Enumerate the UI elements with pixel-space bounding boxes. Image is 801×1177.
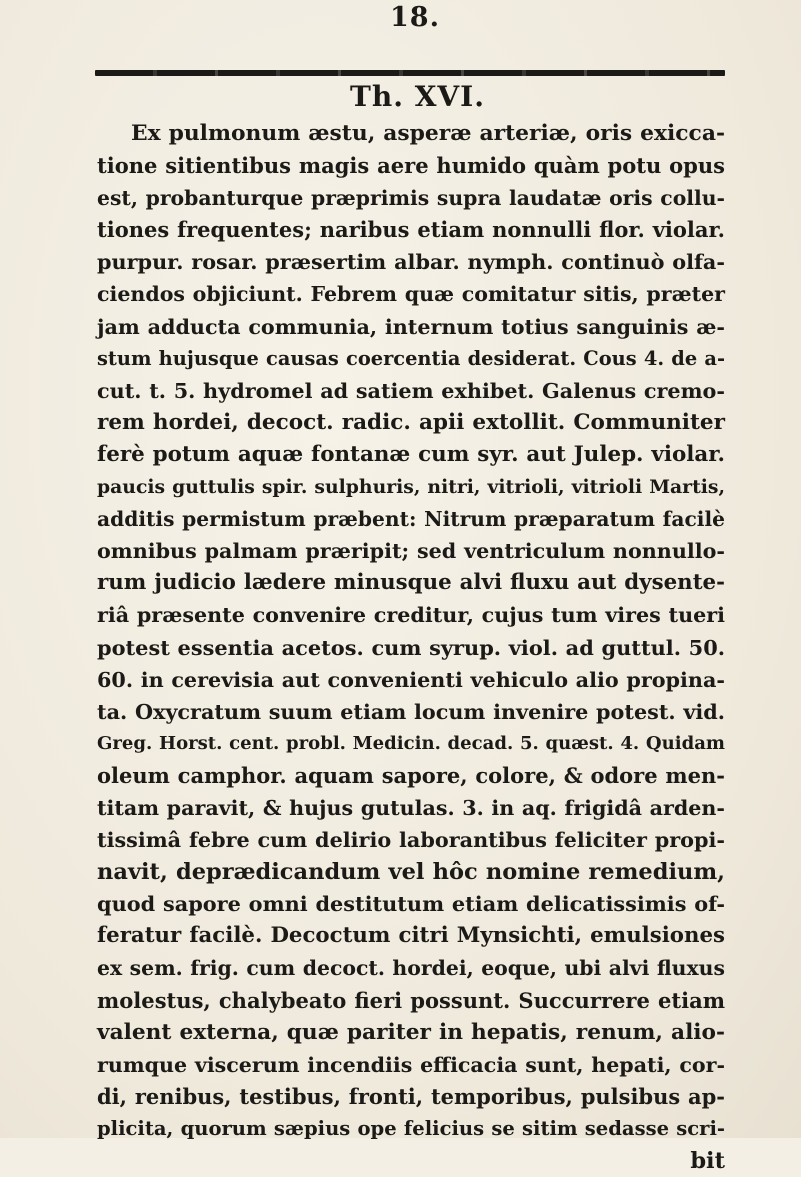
text-line: omnibus palmam præripit; sed ventriculum nonnullo- — [97, 539, 725, 564]
text-line: ciendos objiciunt. Febrem quæ comitatur sitis, præter — [97, 282, 725, 307]
text-line: di, renibus, testibus, fronti, temporibus, pulsibus ap- — [97, 1083, 725, 1109]
text-line: ta. Oxycratum suum etiam locum invenire potest. vid. — [97, 699, 725, 724]
page-number: 18. — [390, 2, 440, 33]
text-line: purpur. rosar. præsertim albar. nymph. continuò olfa- — [97, 249, 725, 275]
text-line: ferè potum aquæ fontanæ cum syr. aut Julep. violar. — [97, 441, 725, 467]
catchword: bit — [690, 1148, 725, 1174]
text-line: jam adducta communia, internum totius sanguinis æ- — [97, 314, 725, 339]
text-line: additis permistum præbent: Nitrum præparatum facilè — [97, 507, 725, 532]
text-line: valent externa, quæ pariter in hepatis, renum, alio- — [97, 1019, 725, 1045]
text-line: potest essentia acetos. cum syrup. viol. ad guttul. 50. — [97, 634, 725, 660]
section-title: Th. XVI. — [350, 80, 485, 113]
text-line: quod sapore omni destitutum etiam delicatissimis of- — [97, 891, 725, 917]
body-text — [97, 118, 725, 1177]
text-line: titam paravit, & hujus gutulas. 3. in aq. frigidâ arden- — [97, 795, 725, 820]
header-rule — [95, 70, 725, 76]
text-line: riâ præsente convenire creditur, cujus tum vires tueri — [97, 603, 725, 628]
text-line: paucis guttulis spir. sulphuris, nitri, vitrioli, vitrioli Martis, — [97, 476, 725, 499]
text-line: cut. t. 5. hydromel ad satiem exhibet. Galenus cremo- — [97, 378, 725, 403]
text-line: est, probanturque præprimis supra laudatæ oris collu- — [97, 186, 725, 211]
text-line: tissimâ febre cum delirio laborantibus feliciter propi- — [97, 828, 725, 853]
text-line: plicita, quorum sæpius ope felicius se sitim sedasse scri- — [97, 1116, 725, 1140]
text-line: 60. in cerevisia aut convenienti vehiculo alio propina- — [97, 667, 725, 692]
text-line: stum hujusque causas coercentia desiderat. Cous 4. de a- — [97, 346, 725, 370]
text-line: Greg. Horst. cent. probl. Medicin. decad. 5. quæst. 4. Quidam — [97, 732, 725, 754]
text-line: tiones frequentes; naribus etiam nonnulli flor. violar. — [97, 217, 725, 243]
text-line: feratur facilè. Decoctum citri Mynsichti, emulsiones — [97, 923, 725, 949]
text-line: Ex pulmonum æstu, asperæ arteriæ, oris exicca- — [131, 121, 725, 146]
text-line: rem hordei, decoct. radic. apii extollit. Communiter — [97, 409, 725, 435]
text-line: rumque viscerum incendiis efficacia sunt, hepati, cor- — [97, 1052, 725, 1077]
text-line: molestus, chalybeato fieri possunt. Succurrere etiam — [97, 987, 725, 1013]
text-line: tione sitientibus magis aere humido quàm potu opus — [97, 153, 725, 179]
text-line: ex sem. frig. cum decoct. hordei, eoque, ubi alvi fluxus — [97, 956, 725, 981]
text-line: rum judicio lædere minusque alvi fluxu aut dysente- — [97, 570, 725, 596]
text-line: navit, deprædicandum vel hôc nomine remedium, — [97, 859, 725, 886]
text-line: oleum camphor. aquam sapore, colore, & odore men- — [97, 762, 725, 788]
